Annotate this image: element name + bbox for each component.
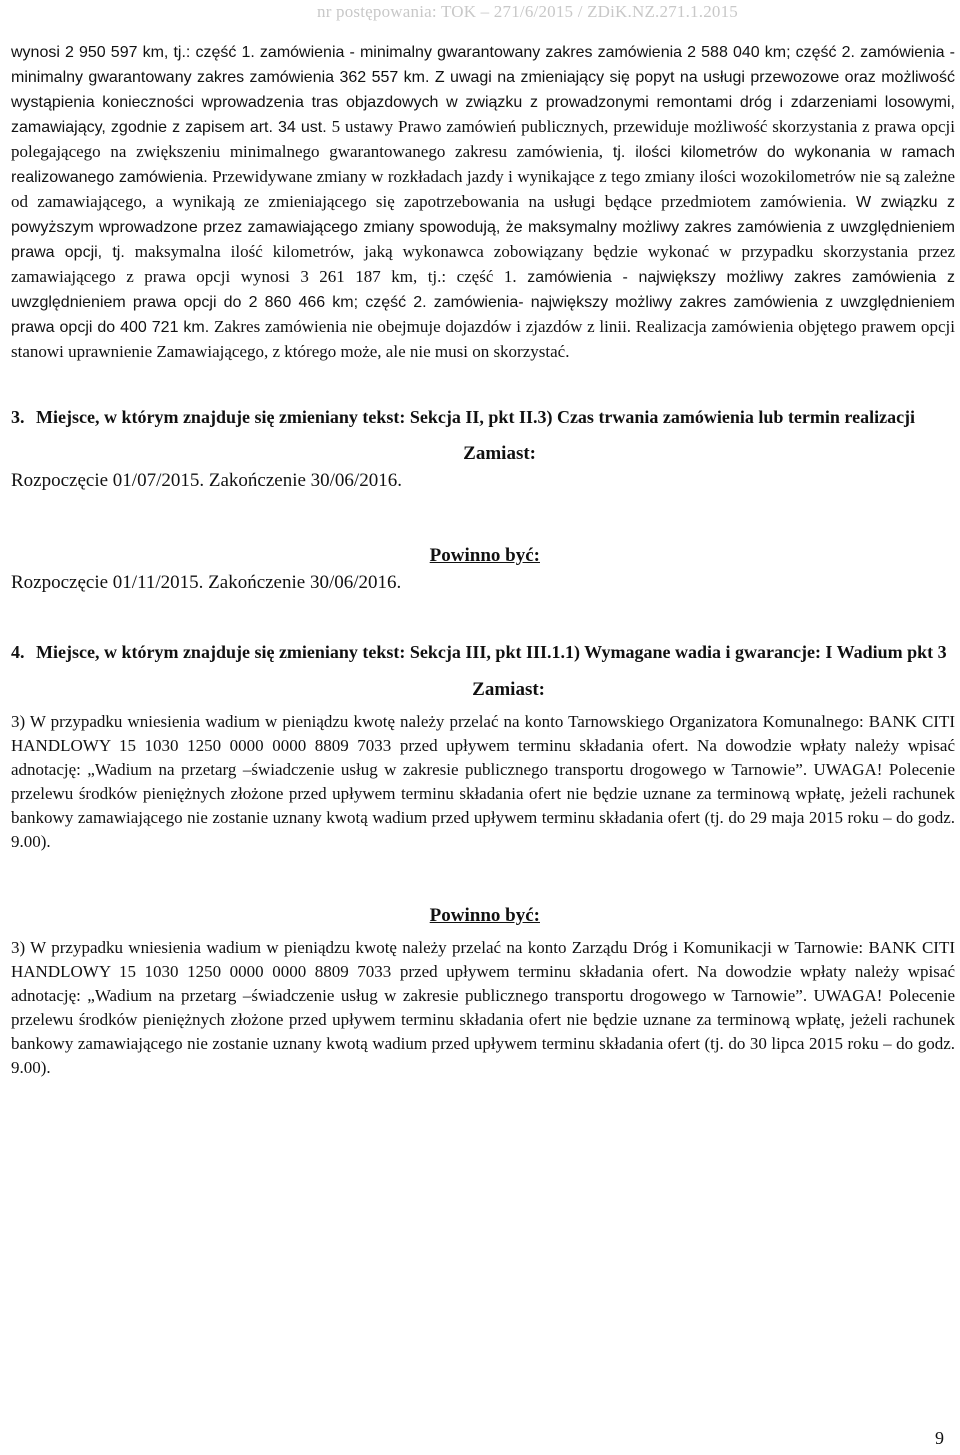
section-3-zamiast-label: Zamiast: <box>463 443 536 464</box>
section-3-title: Miejsce, w którym znajduje się zmieniany tekst: Sekcja II, pkt II.3) Czas trwania zamówienia lub termin realizacji <box>36 407 916 427</box>
intro-text-serif: 5 ustawy Prawo zamówień publicznych, przewiduje możliwość skorzystania z prawa opcji polegającego na zwiększeniu minimalnego gwarantowanego zakresu zamówienia, <box>11 117 955 161</box>
intro-text-serif-8: Realizacja zamówienia objętego prawem opcji stanowi uprawnienie Zamawiającego, z którego może, ale nie musi on skorzystać. <box>11 317 956 361</box>
intro-text-sans: wynosi 2 950 597 km, tj.: część 1. zamówienia - minimalny gwarantowany zakres zamówienia 2 588 040 km; część 2. zamówienia - minimalny gwarantowany zakres zamówienia 362 557 km. Z uwagi na zmieniający się popyt na usługi przewozowe oraz możliwość wystąpienia konieczności wprowadzenia tras objazdowych w związku z prowadzonymi remontami dróg i zdarzeniami losowymi, zamawiający, zgodnie z zapisem art. 34 ust. <box>11 44 955 136</box>
section-3-heading <box>11 405 955 430</box>
intro-text-sans-5: zamówienia - największy możliwy zakres zamówienia z uwzględnieniem prawa opcji do 2 860 466 km; część 2. <box>11 269 955 311</box>
document-body <box>11 40 955 1080</box>
section-4-zamiast-label: Zamiast: <box>472 679 545 700</box>
intro-text-serif-7: Zakres zamówienia nie obejmuje dojazdów i zjazdów z linii. <box>209 317 632 336</box>
section-3-zamiast-text: Rozpoczęcie 01/07/2015. Zakończenie 30/06/2016. <box>11 470 402 491</box>
section-4-zamiast-text: 3) W przypadku wniesienia wadium w pieniądzu kwotę należy przelać na konto Tarnowskiego Organizatora Komunalnego: BANK CITI HANDLOWY 15 1030 1250 0000 0000 8809 7033 przed upływem terminu składania ofert. Na dowodzie wpłaty należy wpisać adnotację: „Wadium na przetarg –świadczenie usług w zakresie publicznego transportu drogowego w Tarnowie”. UWAGA! Polecenie przelewu środków pieniężnych złożone przed upływem terminu składania ofert nie będzie uznane za terminową wpłatę, jeżeli rachunek bankowy zamawiającego nie zostanie uznany kwotą wadium przed upływem terminu składania ofert (tj. do 29 maja 2015 roku – do godz. 9.00). <box>11 712 955 851</box>
section-4-powinno-text: 3) W przypadku wniesienia wadium w pieniądzu kwotę należy przelać na konto Zarządu Dróg i Komunikacji w Tarnowie: BANK CITI HANDLOWY 15 1030 1250 0000 0000 8809 7033 przed upływem terminu składania ofert. Na dowodzie wpłaty należy wpisać adnotację: „Wadium na przetarg –świadczenie usług w zakresie publicznego transportu drogowego w Tarnowie”. UWAGA! Polecenie przelewu środków pieniężnych złożone przed upływem terminu składania ofert nie będzie uznane za terminową wpłatę, jeżeli rachunek bankowy zamawiającego nie zostanie uznany kwotą wadium przed upływem terminu składania ofert (tj. do 30 lipca 2015 roku – do godz. 9.00). <box>11 938 955 1077</box>
document-header: nr postępowania: TOK – 271/6/2015 / ZDiK.NZ.271.1.2015 <box>317 2 738 21</box>
section-4-powinno-label: Powinno być: <box>429 905 540 926</box>
page-number: 9 <box>935 1428 944 1448</box>
intro-paragraph <box>11 40 955 364</box>
section-4-title: Miejsce, w którym znajduje się zmieniany tekst: Sekcja III, pkt III.1.1) Wymagane wadia i gwarancje: I Wadium pkt 3 <box>36 642 947 662</box>
section-4-heading <box>11 640 955 665</box>
intro-text-serif-4: maksymalna ilość kilometrów, jaką wykonawca zobowiązany będzie wykonać w przypadku skorzystania przez zamawiającego z prawa opcji wynosi 3 261 187 km, tj.: część 1. <box>11 242 956 286</box>
intro-text-sans-3: W związku z powyższym wprowadzone przez zamawiającego zmiany spowodują, że maksymalny możliwy zakres zamówienia z uwzględnieniem prawa opcji, tj. <box>11 194 956 261</box>
intro-text-serif-2: Przewidywane zmiany w rozkładach jazdy i wynikające z tego zmiany ilości wozokilometrów nie są zależne od zamawiającego, a wynikają ze zmieniającego się zapotrzebowania na usługi będące przedmiotem zamówienia. <box>11 167 955 211</box>
section-4-number: 4. <box>11 642 25 662</box>
section-3-number: 3. <box>11 407 25 427</box>
intro-text-sans-2: tj. ilości kilometrów do wykonania w ramach realizowanego zamówienia. <box>11 144 956 186</box>
section-3-powinno-label: Powinno być: <box>429 545 540 566</box>
intro-text-sans-6: zamówienia- największy możliwy zakres zamówienia z uwzględnieniem prawa opcji do 400 721 km. <box>11 294 956 336</box>
section-3-powinno-text: Rozpoczęcie 01/11/2015. Zakończenie 30/06/2016. <box>11 572 402 593</box>
